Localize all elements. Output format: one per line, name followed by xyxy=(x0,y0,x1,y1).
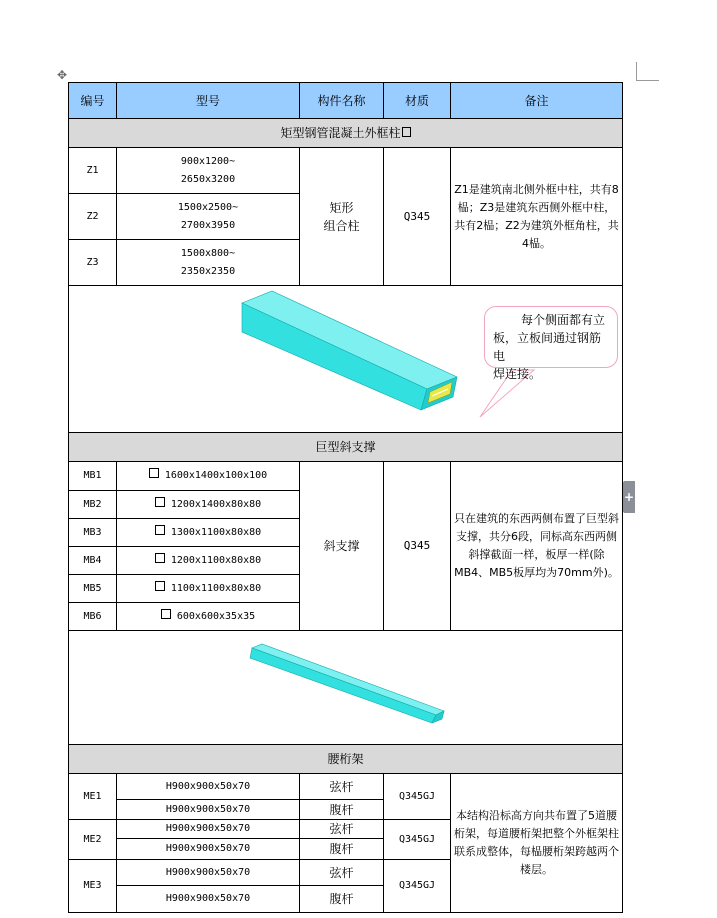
section-row-trusses xyxy=(69,745,623,774)
section-box-icon xyxy=(155,497,165,507)
cell-model xyxy=(117,547,300,575)
section-box-icon xyxy=(155,581,165,591)
cell-model xyxy=(117,240,300,286)
section-title-columns: 矩型钢管混凝土外框柱 xyxy=(280,126,401,140)
callout-line: 焊连接。 xyxy=(493,367,542,381)
header-remark: 备注 xyxy=(451,83,623,119)
cell-component: 弦杆 xyxy=(300,860,384,886)
spec-text: 1300x1100x80x80 xyxy=(170,526,262,538)
cell-remark: Z1是建筑南北侧外框中柱，共有8榀；Z3是建筑东西侧外框中柱，共有2榀；Z2为建筑外框角柱，共4榀。 xyxy=(451,148,623,286)
model-line: 1500x2500~ xyxy=(177,201,239,213)
cell-model xyxy=(117,575,300,603)
side-expand-tab[interactable]: + xyxy=(623,481,635,513)
cell-component: 弦杆 xyxy=(300,774,384,800)
cell-component: 腹杆 xyxy=(300,886,384,913)
cell-id: Z1 xyxy=(69,148,117,194)
section-title-trusses: 腰桁架 xyxy=(69,745,623,774)
cell-component: 矩形 组合柱 xyxy=(300,148,384,286)
section-row-columns xyxy=(69,119,623,148)
table-row xyxy=(69,148,623,194)
model-line: 1500x800~ xyxy=(180,247,236,259)
cell-model xyxy=(117,194,300,240)
model-line: 2350x2350 xyxy=(180,265,236,277)
annotation-callout xyxy=(484,306,618,381)
section-box-icon xyxy=(161,609,171,619)
table-header-row xyxy=(69,83,623,119)
cell-material: Q345GJ xyxy=(384,774,451,820)
page-margin-marker xyxy=(636,62,659,81)
brace-front-face xyxy=(250,648,436,723)
cell-id: ME2 xyxy=(69,820,117,860)
cell-model xyxy=(117,462,300,491)
header-material: 材质 xyxy=(384,83,451,119)
section-box-icon xyxy=(155,525,165,535)
spec-text: 1600x1400x100x100 xyxy=(164,470,268,481)
spec-text: 1100x1100x80x80 xyxy=(170,582,262,594)
cell-model xyxy=(117,148,300,194)
section-box-icon xyxy=(149,468,159,478)
section-box-icon xyxy=(155,553,165,563)
model-line: 900x1200~ xyxy=(180,155,236,167)
cell-model: H900x900x50x70 xyxy=(117,774,300,800)
cell-material: Q345 xyxy=(384,148,451,286)
cell-model: H900x900x50x70 xyxy=(117,860,300,886)
checkbox-glyph-icon xyxy=(402,127,411,137)
cell-model: H900x900x50x70 xyxy=(117,800,300,820)
cell-model xyxy=(117,491,300,519)
cell-remark: 本结构沿标高方向共布置了5道腰桁架，每道腰桁架把整个外框架柱联系成整体，每榀腰桁架跨越两个楼层。 xyxy=(451,774,623,913)
cell-id: MB5 xyxy=(69,575,117,603)
structure-table xyxy=(68,82,623,913)
brace-model-figure xyxy=(72,631,624,744)
spec-text: 1200x1100x80x80 xyxy=(170,554,262,566)
cell-id: MB3 xyxy=(69,519,117,547)
cell-component: 腹杆 xyxy=(300,839,384,860)
spec-text: 1200x1400x80x80 xyxy=(170,498,262,510)
cell-model xyxy=(117,603,300,631)
cell-material: Q345 xyxy=(384,462,451,631)
cell-id: MB4 xyxy=(69,547,117,575)
cell-id: MB2 xyxy=(69,491,117,519)
section-row-braces xyxy=(69,433,623,462)
callout-line: 每个侧面都有立 xyxy=(521,313,606,327)
cell-model: H900x900x50x70 xyxy=(117,886,300,913)
cell-id: Z2 xyxy=(69,194,117,240)
table-row xyxy=(69,462,623,491)
header-component: 构件名称 xyxy=(300,83,384,119)
spec-text: 600x600x35x35 xyxy=(176,610,256,622)
cell-material: Q345GJ xyxy=(384,820,451,860)
cell-id: ME3 xyxy=(69,860,117,913)
cell-id: Z3 xyxy=(69,240,117,286)
model-line: 2650x3200 xyxy=(180,173,236,185)
header-id: 编号 xyxy=(69,83,117,119)
image-row-column xyxy=(69,286,623,433)
cell-model xyxy=(117,519,300,547)
header-model: 型号 xyxy=(117,83,300,119)
cell-id: ME1 xyxy=(69,774,117,820)
cell-model: H900x900x50x70 xyxy=(117,820,300,839)
model-line: 2700x3950 xyxy=(180,219,236,231)
cell-component: 弦杆 xyxy=(300,820,384,839)
cell-model: H900x900x50x70 xyxy=(117,839,300,860)
table-move-handle-icon[interactable]: ✥ xyxy=(56,68,68,82)
cell-component: 腹杆 xyxy=(300,800,384,820)
cell-remark: 只在建筑的东西两侧布置了巨型斜支撑，共分6段，同标高东西两侧斜撑截面一样，板厚一样(除MB4、MB5板厚均为70mm外)。 xyxy=(451,462,623,631)
section-title-braces: 巨型斜支撑 xyxy=(69,433,623,462)
cell-id: MB1 xyxy=(69,462,117,491)
table-row xyxy=(69,774,623,800)
cell-id: MB6 xyxy=(69,603,117,631)
brace-top-face xyxy=(252,644,444,715)
image-row-brace xyxy=(69,631,623,745)
callout-line: 板，立板间通过钢筋电 xyxy=(493,331,602,363)
cell-material: Q345GJ xyxy=(384,860,451,913)
cell-component: 斜支撑 xyxy=(300,462,384,631)
